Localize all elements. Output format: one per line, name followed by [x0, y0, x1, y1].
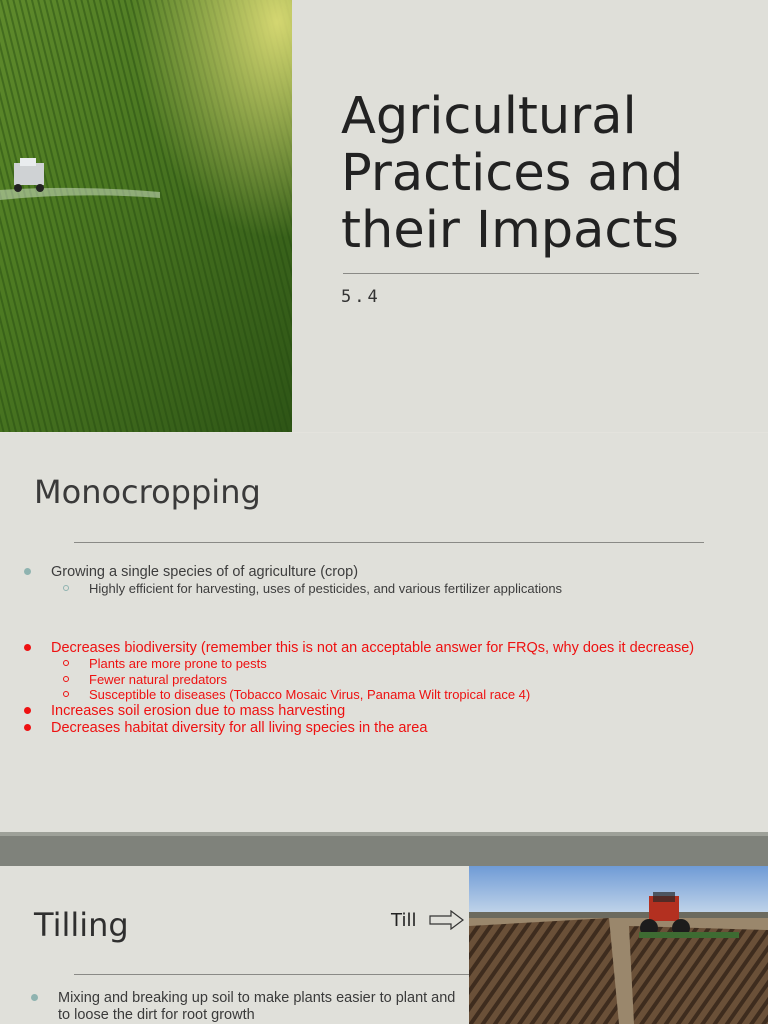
sub-bullet-ring-icon [63, 585, 69, 591]
bullet-dot-icon [31, 994, 38, 1001]
bullet-dot-icon [24, 644, 31, 651]
sub-bullet-text: Plants are more prone to pests [89, 656, 267, 671]
title-divider [74, 542, 704, 543]
monocropping-slide [0, 433, 768, 832]
bullet-dot-icon [24, 707, 31, 714]
sub-bullet-ring-icon [63, 660, 69, 666]
right-arrow-icon [429, 910, 465, 930]
slide-title: Tilling [34, 906, 129, 944]
slide-separator [0, 832, 768, 866]
presentation-title: Agricultural Practices and their Impacts [341, 87, 684, 260]
tilling-slide [0, 866, 768, 1024]
till-label: Till [391, 910, 417, 931]
tilled-field-photo [469, 866, 768, 1024]
bullet-text: Decreases biodiversity (remember this is not an acceptable answer for FRQs, why does it decrease) [51, 640, 695, 656]
section-number: 5.4 [341, 287, 381, 307]
bullet-text: Growing a single species of of agriculture (crop) [51, 564, 359, 580]
bullet-text: Increases soil erosion due to mass harvesting [51, 703, 346, 719]
crop-field-photo [0, 0, 292, 432]
title-slide [0, 0, 768, 432]
title-divider [343, 273, 699, 274]
bullet-dot-icon [24, 724, 31, 731]
slide-title: Monocropping [34, 473, 261, 511]
title-divider [74, 974, 469, 975]
sub-bullet-text: Fewer natural predators [89, 672, 228, 687]
slide-separator-highlight [0, 832, 768, 836]
bullet-text: Mixing and breaking up soil to make plants easier to plant and to loose the dirt for root growth [58, 990, 456, 1023]
sub-bullet-text: Susceptible to diseases (Tobacco Mosaic Virus, Panama Wilt tropical race 4) [89, 687, 531, 702]
sub-bullet-ring-icon [63, 676, 69, 682]
sub-bullet-text: Highly efficient for harvesting, uses of pesticides, and various fertilizer applications [89, 581, 563, 596]
bullet-text: Decreases habitat diversity for all living species in the area [51, 720, 428, 736]
sub-bullet-ring-icon [63, 691, 69, 697]
bullet-dot-icon [24, 568, 31, 575]
